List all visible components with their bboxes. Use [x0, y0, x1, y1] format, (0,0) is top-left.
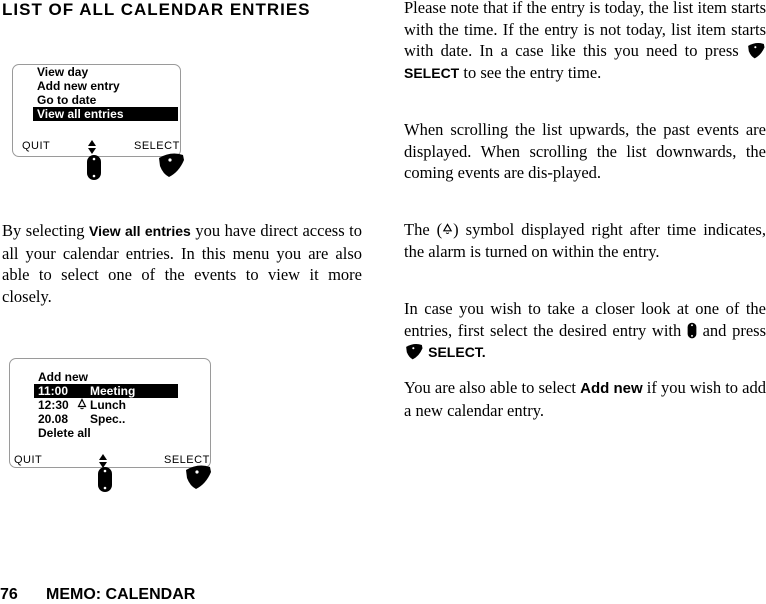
select-key-icon[interactable]	[157, 152, 185, 178]
entry-time: 20.08	[38, 412, 69, 426]
scroll-key-icon	[687, 322, 697, 339]
entry-label: Lunch	[90, 398, 126, 412]
section-title: LIST OF ALL CALENDAR ENTRIES	[2, 0, 311, 19]
left-paragraph	[2, 220, 362, 307]
entry-time: 12:30	[38, 398, 69, 412]
p5-pre: You are also able to select	[404, 378, 581, 397]
p4-mid: and press	[696, 320, 766, 340]
add-new-label: Add new	[38, 370, 88, 384]
right-paragraph-2	[404, 119, 766, 184]
right-paragraph-5	[404, 377, 766, 421]
entry-delete-all[interactable]	[34, 426, 178, 440]
menu-item-view-day[interactable]: View day	[37, 65, 89, 79]
quit-softkey[interactable]	[22, 140, 50, 152]
select-term: SELECT	[404, 64, 460, 81]
select-key-icon	[746, 42, 766, 59]
scroll-key-icon[interactable]	[86, 154, 102, 181]
view-all-entries-term: View all entries	[89, 223, 191, 239]
select-term: SELECT.	[428, 344, 486, 361]
scroll-arrows-icon	[88, 140, 96, 154]
entry-meeting[interactable]	[34, 384, 178, 398]
entry-time: 11:00	[38, 384, 69, 398]
add-new-term: Add new	[580, 380, 643, 397]
p1-pre: Please note that if the entry is today, the list item starts with the time. If the entry is not today, list item starts with date. In a case like this you need to press	[404, 0, 766, 61]
right-paragraph-3	[404, 219, 766, 262]
menu-item-view-all-entries[interactable]: View all entries	[33, 107, 178, 121]
right-paragraph-4	[404, 298, 766, 364]
phone-screen-menu	[12, 64, 181, 157]
scroll-key-icon[interactable]	[97, 466, 113, 493]
p3-post: ) symbol displayed right after time indicates, the alarm is turned on within the entry.	[404, 220, 766, 261]
entry-label: Spec..	[90, 412, 126, 426]
quit-label: QUIT	[14, 454, 43, 466]
select-key-icon	[404, 343, 424, 360]
p1-post: to see the entry time.	[459, 62, 602, 82]
p5-post: if you wish to add a new calendar entry.	[404, 378, 766, 420]
select-label: SELECT	[164, 454, 210, 466]
entry-label: Meeting	[90, 384, 136, 398]
quit-softkey[interactable]	[14, 454, 42, 466]
page-footer	[0, 586, 195, 604]
left-para-post: you have direct access to all your calendar entries. In this menu you are also able to select one of the events to view it more closely.	[2, 221, 363, 306]
menu-item-add-new-entry[interactable]: Add new entry	[37, 79, 120, 93]
quit-label: QUIT	[22, 140, 51, 152]
select-label: SELECT	[134, 140, 180, 152]
select-softkey[interactable]	[134, 140, 180, 152]
left-para-pre: By selecting	[2, 221, 90, 240]
p2-text: When scrolling the list upwards, the past events are displayed. When scrolling the list downwards, the coming events are dis-played.	[404, 120, 766, 183]
footer-title: MEMO: CALENDAR	[46, 586, 196, 603]
select-key-icon[interactable]	[184, 464, 212, 490]
right-paragraph-1	[404, 0, 766, 84]
alarm-icon	[442, 222, 453, 236]
page-number: 76	[0, 586, 18, 603]
entry-lunch[interactable]	[34, 398, 178, 412]
delete-all-label: Delete all	[38, 426, 91, 440]
menu-list	[33, 65, 178, 121]
entry-spec[interactable]	[34, 412, 178, 426]
phone-screen-entries	[9, 358, 211, 468]
alarm-icon	[76, 398, 88, 410]
entries-list	[34, 370, 178, 440]
entry-add-new[interactable]	[34, 370, 178, 384]
p4-pre: In case you wish to take a closer look at one of the entries, first select the desired entry with	[404, 299, 766, 340]
menu-item-go-to-date[interactable]: Go to date	[37, 93, 97, 107]
p3-pre: The (	[404, 220, 443, 239]
